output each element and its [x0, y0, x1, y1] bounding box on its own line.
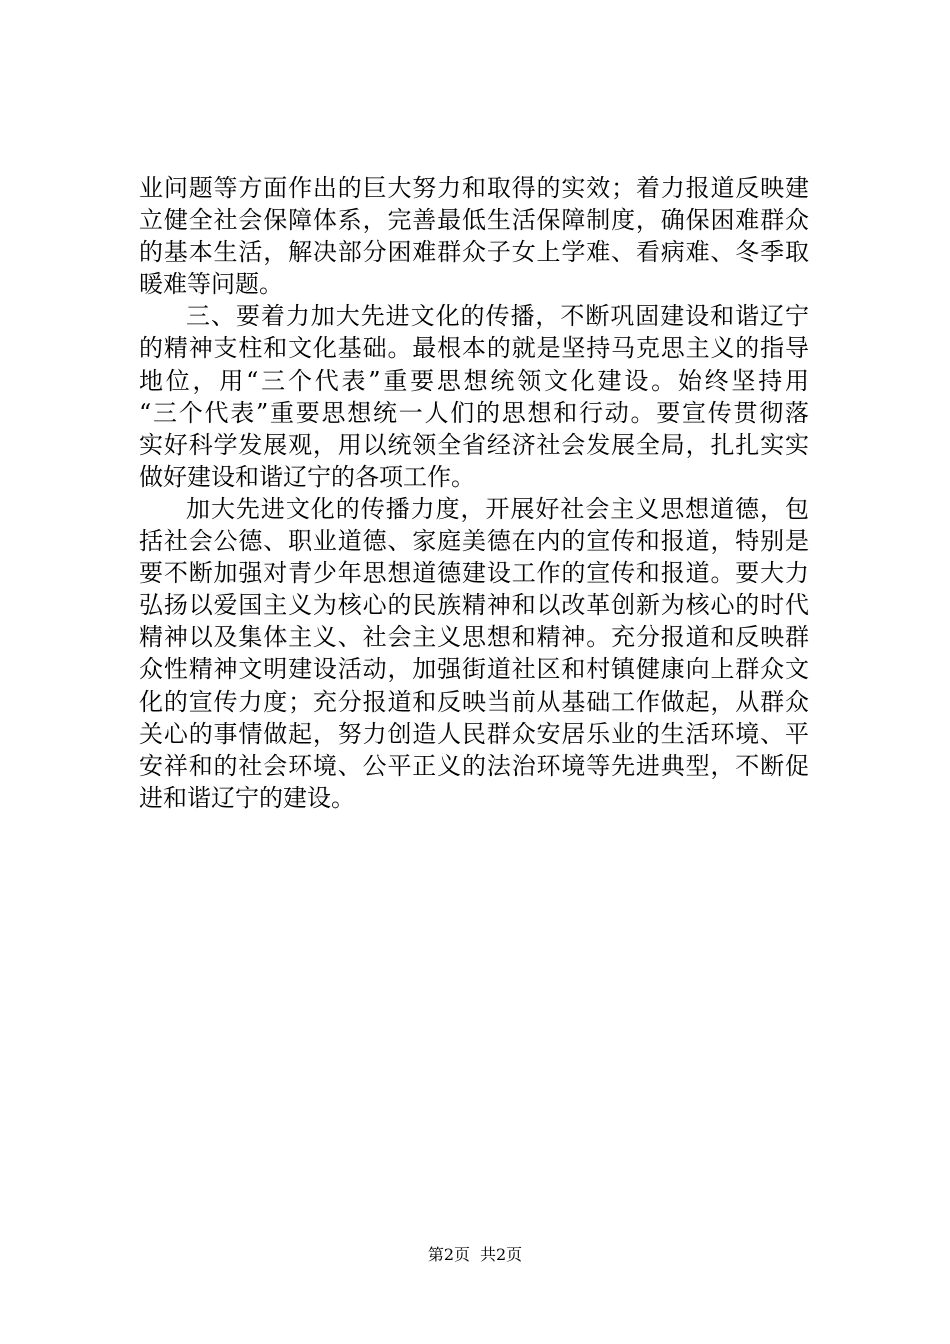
text-line: 的精神支柱和文化基础。最根本的就是坚持马克思主义的指导 [139, 334, 809, 363]
text-line: 关心的事情做起，努力创造人民群众安居乐业的生活环境、平 [139, 719, 809, 748]
text-line: 立健全社会保障体系，完善最低生活保障制度，确保困难群众 [139, 206, 809, 235]
text-line: 实好科学发展观，用以统领全省经济社会发展全局，扎扎实实 [139, 430, 809, 459]
text-line: “三个代表”重要思想统一人们的思想和行动。要宣传贯彻落 [139, 398, 809, 427]
text-line: 的基本生活，解决部分困难群众子女上学难、看病难、冬季取 [139, 238, 809, 267]
text-line: 地位，用“三个代表”重要思想统领文化建设。始终坚持用 [139, 366, 809, 395]
page-number-current: 第2页 [427, 1245, 470, 1264]
page-footer [0, 1243, 950, 1267]
text-line: 进和谐辽宁的建设。 [139, 783, 355, 812]
text-line: 化的宣传力度；充分报道和反映当前从基础工作做起，从群众 [139, 687, 809, 716]
text-line: 众性精神文明建设活动，加强街道社区和村镇健康向上群众文 [139, 655, 809, 684]
document-body [139, 172, 809, 814]
text-line: 做好建设和谐辽宁的各项工作。 [139, 462, 475, 491]
page-number-total: 共2页 [480, 1245, 523, 1264]
text-line: 弘扬以爱国主义为核心的民族精神和以改革创新为核心的时代 [139, 591, 809, 620]
text-line: 业问题等方面作出的巨大努力和取得的实效；着力报道反映建 [139, 174, 809, 202]
text-line: 暖难等问题。 [139, 270, 283, 299]
text-line: 要不断加强对青少年思想道德建设工作的宣传和报道。要大力 [139, 559, 809, 588]
text-line: 三、要着力加大先进文化的传播，不断巩固建设和谐辽宁 [186, 302, 809, 331]
text-line: 安祥和的社会环境、公平正义的法治环境等先进典型，不断促 [139, 751, 809, 780]
text-line: 括社会公德、职业道德、家庭美德在内的宣传和报道，特别是 [139, 527, 809, 556]
text-line: 精神以及集体主义、社会主义思想和精神。充分报道和反映群 [139, 623, 809, 652]
text-line: 加大先进文化的传播力度，开展好社会主义思想道德，包 [186, 494, 809, 523]
